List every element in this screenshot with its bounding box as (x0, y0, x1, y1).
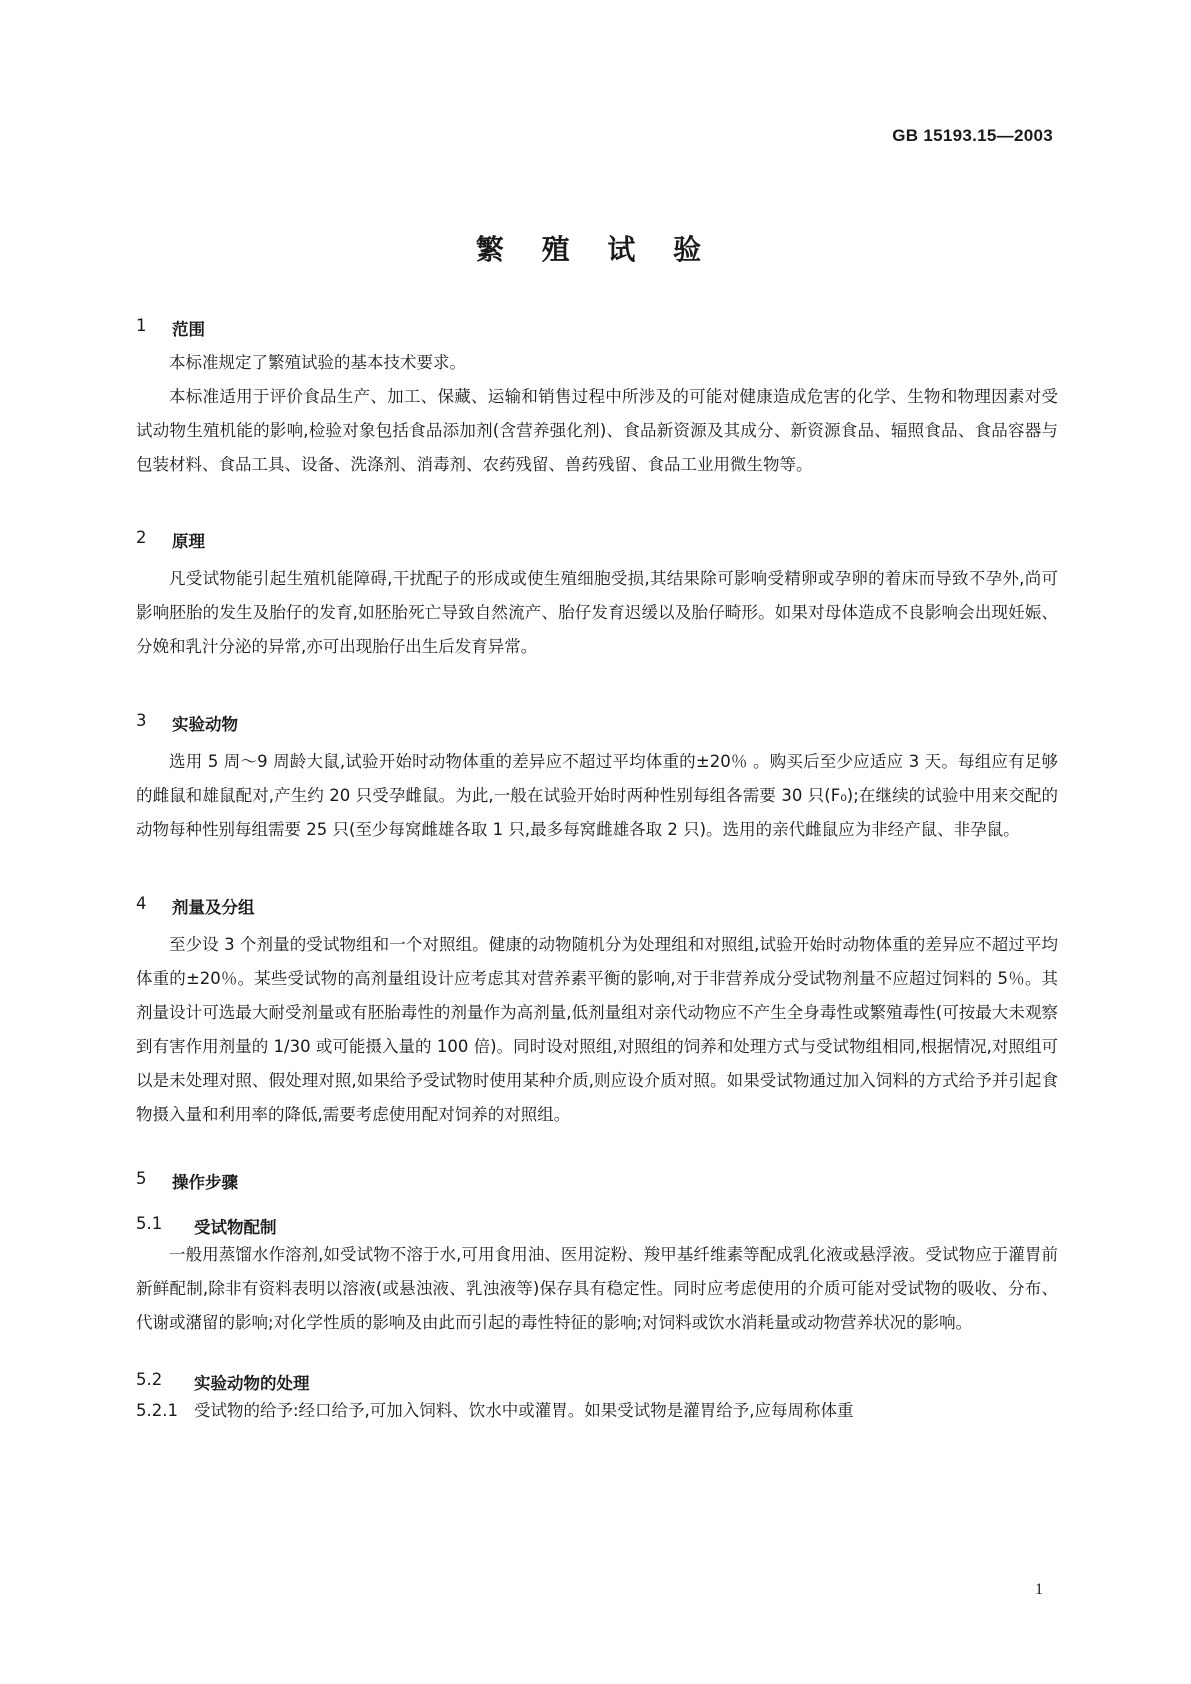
subsection-number: 5.1 (136, 1214, 163, 1233)
subsection-number: 5.2 (136, 1370, 163, 1389)
section-number: 5 (136, 1169, 147, 1188)
subsection-heading-5-2 (136, 1370, 310, 1394)
paragraph: 本标准适用于评价食品生产、加工、保藏、运输和销售过程中所涉及的可能对健康造成危害的化学、生物和物理因素对受试动物生殖机能的影响,检验对象包括食品添加剂(含营养强化剂)、食品新资源及其成分、新资源食品、辐照食品、食品容器与包装材料、食品工具、设备、洗涤剂、消毒剂、农药残留、兽药残留、食品工业用微生物等。 (136, 387, 1058, 474)
section-heading-1 (136, 316, 205, 340)
section-number: 3 (136, 711, 147, 730)
section-title: 原理 (172, 532, 205, 551)
section-number: 1 (136, 316, 147, 335)
subsection-heading-5-1 (136, 1214, 277, 1238)
paragraph: 一般用蒸馏水作溶剂,如受试物不溶于水,可用食用油、医用淀粉、羧甲基纤维素等配成乳化液或悬浮液。受试物应于灌胃前新鲜配制,除非有资料表明以溶液(或悬浊液、乳浊液等)保存具有稳定性。同时应考虑使用的介质可能对受试物的吸收、分布、代谢或潴留的影响;对化学性质的影响及由此而引起的毒性特征的影响;对饲料或饮水消耗量或动物营养状况的影响。 (136, 1245, 1058, 1332)
page-number: 1 (1035, 1581, 1043, 1598)
section-title: 范围 (172, 320, 205, 339)
section-heading-3 (136, 711, 238, 735)
clause-5-2-1 (136, 1394, 1058, 1428)
subsection-title: 实验动物的处理 (194, 1374, 310, 1393)
section-title: 实验动物 (172, 715, 238, 734)
subsection-title: 受试物配制 (194, 1218, 277, 1237)
section-number: 4 (136, 894, 147, 913)
paragraph: 凡受试物能引起生殖机能障碍,干扰配子的形成或使生殖细胞受损,其结果除可影响受精卵或孕卵的着床而导致不孕外,尚可影响胚胎的发生及胎仔的发育,如胚胎死亡导致自然流产、胎仔发育迟缓以及胎仔畸形。如果对母体造成不良影响会出现妊娠、分娩和乳汁分泌的异常,亦可出现胎仔出生后发育异常。 (136, 569, 1058, 656)
section-heading-5 (136, 1169, 238, 1193)
standard-code: GB 15193.15—2003 (892, 126, 1053, 145)
paragraph: 选用 5 周～9 周龄大鼠,试验开始时动物体重的差异应不超过平均体重的±20％ 。购买后至少应适应 3 天。每组应有足够的雌鼠和雄鼠配对,产生约 20 只受孕雌鼠。为此,一般在试验开始时两种性别每组各需要 30 只(F₀);在继续的试验中用来交配的动物每种性别每组需要 25 只(至少每窝雌雄各取 1 只,最多每窝雌雄各取 2 只)。选用的亲代雌鼠应为非经产鼠、非孕鼠。 (136, 752, 1058, 839)
document-title: 繁 殖 试 验 (475, 233, 716, 266)
paragraph: 本标准规定了繁殖试验的基本技术要求。 (169, 353, 466, 372)
clause-text: 受试物的给予:经口给予,可加入饲料、饮水中或灌胃。如果受试物是灌胃给予,应每周称体重 (194, 1401, 854, 1420)
section-number: 2 (136, 528, 147, 547)
section-title: 剂量及分组 (172, 898, 255, 917)
section-heading-4 (136, 894, 255, 918)
clause-number: 5.2.1 (136, 1401, 178, 1420)
paragraph: 至少设 3 个剂量的受试物组和一个对照组。健康的动物随机分为处理组和对照组,试验开始时动物体重的差异应不超过平均体重的±20％。某些受试物的高剂量组设计应考虑其对营养素平衡的影响,对于非营养成分受试物剂量不应超过饲料的 5％。其剂量设计可选最大耐受剂量或有胚胎毒性的剂量作为高剂量,低剂量组对亲代动物应不产生全身毒性或繁殖毒性(可按最大未观察到有害作用剂量的 1/30 或可能摄入量的 100 倍)。同时设对照组,对照组的饲养和处理方式与受试物组相同,根据情况,对照组可以是未处理对照、假处理对照,如果给予受试物时使用某种介质,则应设介质对照。如果受试物通过加入饲料的方式给予并引起食物摄入量和利用率的降低,需要考虑使用配对饲养的对照组。 (136, 935, 1058, 1124)
section-heading-2 (136, 528, 205, 552)
section-title: 操作步骤 (172, 1173, 238, 1192)
